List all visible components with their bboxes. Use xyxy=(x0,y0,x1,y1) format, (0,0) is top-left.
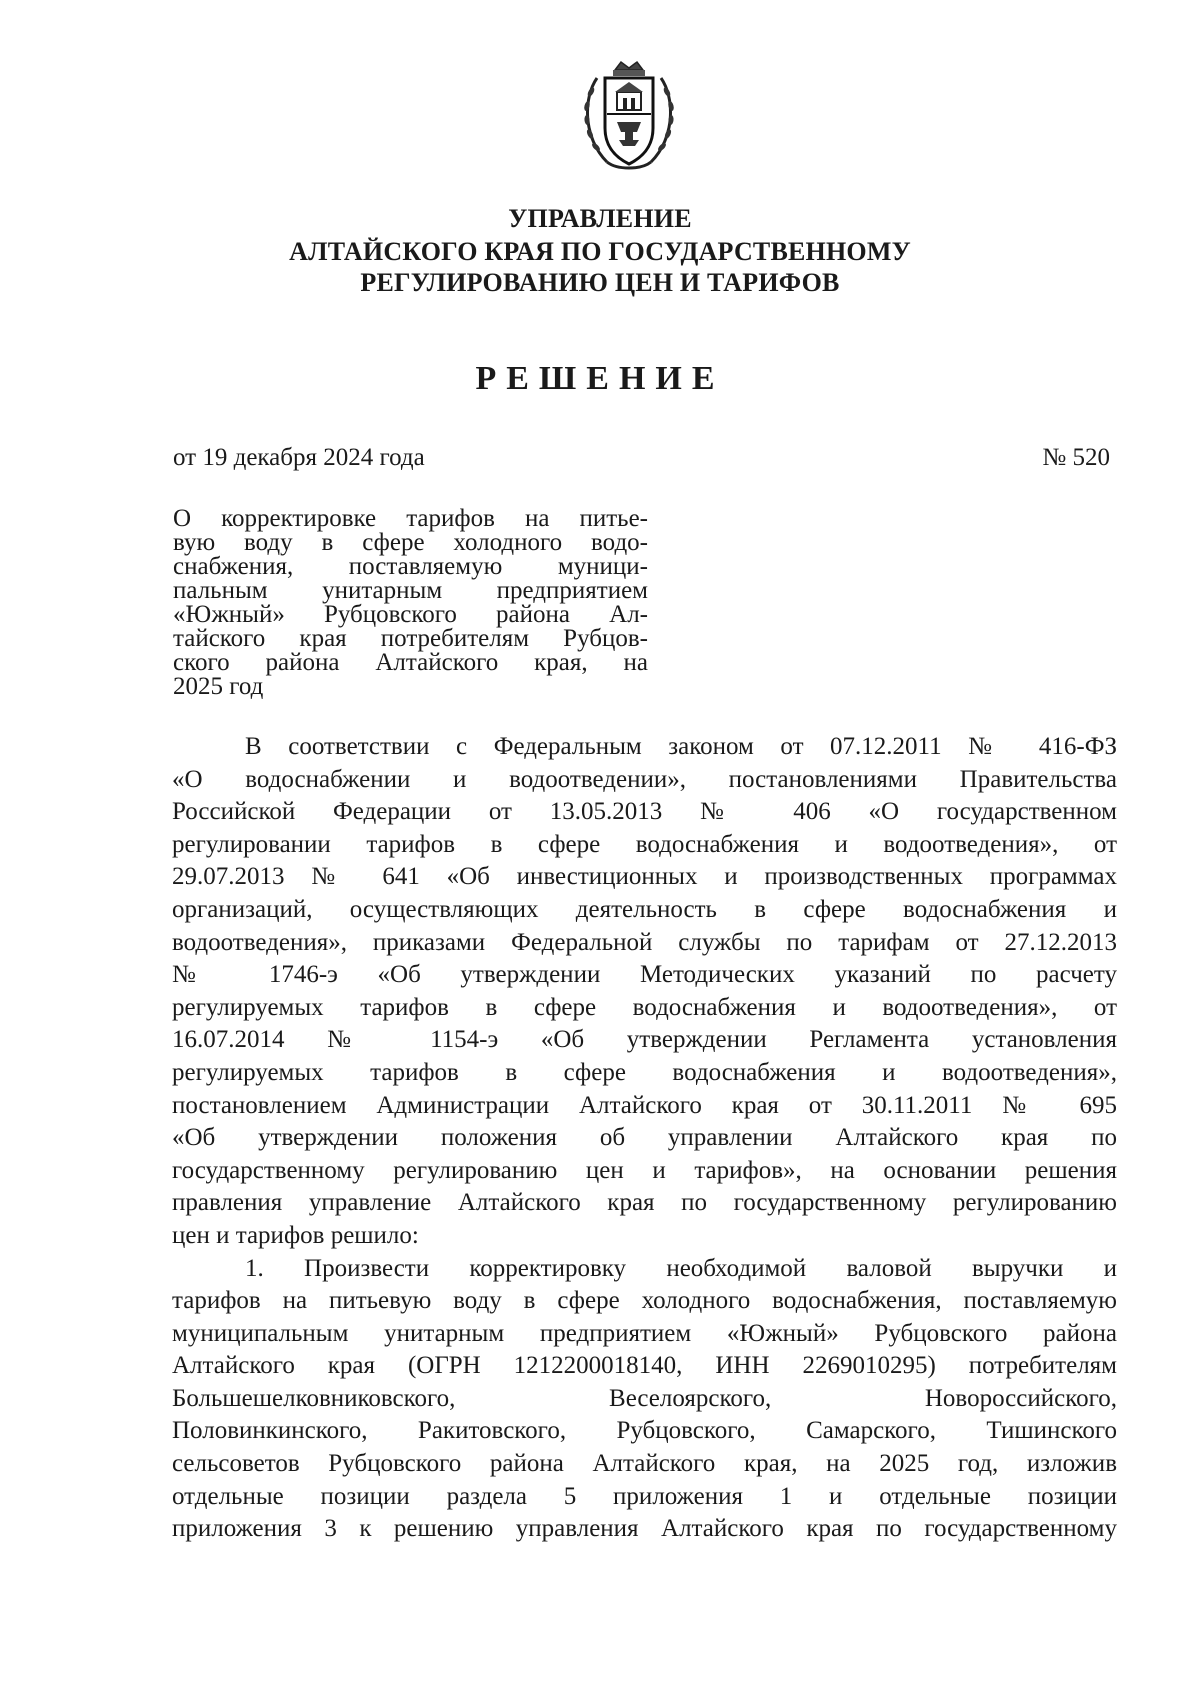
body-line: 16.07.2014 № 1154-э «Об утверждении Регламента установления xyxy=(172,1026,1117,1054)
body-line: Половинкинского, Ракитовского, Рубцовского, Самарского, Тишинского xyxy=(172,1417,1117,1445)
body-line: «Об утверждении положения об управлении Алтайского края по xyxy=(172,1124,1117,1152)
body-line: регулируемых тарифов в сфере водоснабжения и водоотведения», от xyxy=(172,993,1117,1021)
subject-line: ского района Алтайского края, на xyxy=(173,649,648,676)
body-line: 1. Произвести корректировку необходимой валовой выручки и xyxy=(245,1254,1117,1282)
subject-line: пальным унитарным предприятием xyxy=(173,577,648,604)
body-line: водоотведения», приказами Федеральной службы по тарифам от 27.12.2013 xyxy=(172,928,1117,956)
body-line: Алтайского края (ОГРН 1212200018140, ИНН 2269010295) потребителям xyxy=(172,1352,1117,1380)
document-type-title: РЕШЕНИЕ xyxy=(475,360,725,397)
body-line: Российской Федерации от 13.05.2013 № 406 «О государственном xyxy=(172,798,1117,826)
body-line: сельсоветов Рубцовского района Алтайского края, на 2025 год, изложив xyxy=(172,1450,1117,1478)
subject-line: О корректировке тарифов на питье- xyxy=(173,505,648,532)
document-number: № 520 xyxy=(1042,444,1110,471)
org-name-line-3: РЕГУЛИРОВАНИЮ ЦЕН И ТАРИФОВ xyxy=(360,268,840,297)
body-line: государственному регулированию цен и тарифов», на основании решения xyxy=(172,1156,1117,1184)
org-name-line-2: АЛТАЙСКОГО КРАЯ ПО ГОСУДАРСТВЕННОМУ xyxy=(289,237,911,266)
body-line: № 1746-э «Об утверждении Методических указаний по расчету xyxy=(172,961,1117,989)
body-line: приложения 3 к решению управления Алтайского края по государственному xyxy=(172,1515,1117,1543)
body-line: муниципальным унитарным предприятием «Южный» Рубцовского района xyxy=(172,1319,1117,1347)
body-line: Большешелковниковского, Веселоярского, Новороссийского, xyxy=(172,1384,1117,1412)
altai-krai-coat-of-arms-icon xyxy=(577,58,681,176)
subject-line: тайского края потребителям Рубцов- xyxy=(173,625,648,652)
subject-line: вую воду в сфере холодного водо- xyxy=(173,529,648,556)
document-subject xyxy=(173,507,648,699)
body-line: правления управление Алтайского края по государственному регулированию xyxy=(172,1189,1117,1217)
subject-line: 2025 год xyxy=(173,673,264,700)
body-line: цен и тарифов решило: xyxy=(172,1221,419,1249)
body-line: «О водоснабжении и водоотведении», постановлениями Правительства xyxy=(172,765,1117,793)
body-line: регулировании тарифов в сфере водоснабжения и водоотведения», от xyxy=(172,830,1117,858)
document-body xyxy=(172,731,1117,1546)
org-name-line-1: УПРАВЛЕНИЕ xyxy=(508,204,692,233)
body-line: 29.07.2013 № 641 «Об инвестиционных и производственных программах xyxy=(172,863,1117,891)
body-line: регулируемых тарифов в сфере водоснабжения и водоотведения», xyxy=(172,1058,1117,1086)
body-line: организаций, осуществляющих деятельность в сфере водоснабжения и xyxy=(172,895,1117,923)
subject-line: «Южный» Рубцовского района Ал- xyxy=(173,601,648,628)
body-line: постановлением Администрации Алтайского края от 30.11.2011 № 695 xyxy=(172,1091,1117,1119)
body-line: тарифов на питьевую воду в сфере холодного водоснабжения, поставляемую xyxy=(172,1287,1117,1315)
document-date: от 19 декабря 2024 года xyxy=(173,444,425,471)
body-line: В соответствии с Федеральным законом от 07.12.2011 № 416-ФЗ xyxy=(245,733,1117,760)
subject-line: снабжения, поставляемую муници- xyxy=(173,553,648,580)
body-line: отдельные позиции раздела 5 приложения 1 и отдельные позиции xyxy=(172,1482,1117,1510)
